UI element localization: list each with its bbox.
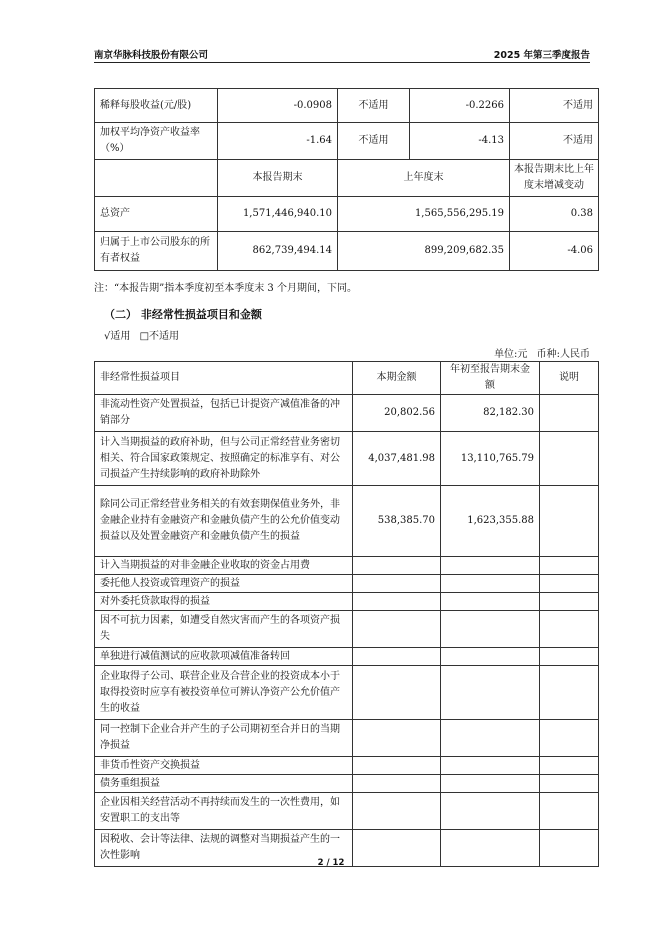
- table-row: [95, 648, 599, 666]
- table-row: [95, 395, 599, 432]
- item-label: 非货币性资产交换损益: [95, 757, 353, 775]
- table-row: [95, 197, 599, 232]
- cell-value: 不适用: [510, 89, 599, 123]
- header-divider: [94, 62, 590, 63]
- amount-cell: [353, 666, 441, 720]
- ytd-cell: 1,623,355.88: [441, 486, 540, 557]
- cell-value: -1.64: [218, 123, 338, 160]
- ytd-cell: [441, 757, 540, 775]
- ytd-cell: [441, 720, 540, 757]
- note-cell: [540, 775, 599, 793]
- note-cell: [540, 757, 599, 775]
- ytd-cell: [441, 666, 540, 720]
- note-cell: [540, 793, 599, 830]
- note-cell: [540, 666, 599, 720]
- table-row: [95, 775, 599, 793]
- table-row: [95, 432, 599, 486]
- cell-value: 不适用: [338, 123, 410, 160]
- column-header: 年初至报告期末金额: [441, 362, 540, 395]
- company-name: 南京华脉科技股份有限公司: [94, 50, 209, 61]
- item-label: 因不可抗力因素，如遭受自然灾害而产生的各项资产损失: [95, 611, 353, 648]
- column-header: 本报告期末: [218, 160, 338, 197]
- item-label: 对外委托贷款取得的损益: [95, 593, 353, 611]
- item-label: 债务重组损益: [95, 775, 353, 793]
- cell-value: 1,571,446,940.10: [218, 197, 338, 232]
- table-row: [95, 89, 599, 123]
- applicable-option: √适用: [104, 331, 131, 342]
- ytd-cell: [441, 775, 540, 793]
- footnote: 注：“本报告期”指本季度初至本季度末 3 个月期间，下同。: [94, 283, 357, 294]
- cell-value: -0.2266: [410, 89, 510, 123]
- cell-value: 0.38: [510, 197, 599, 232]
- cell-value: -0.0908: [218, 89, 338, 123]
- cell-value: -4.13: [410, 123, 510, 160]
- cell-value: 不适用: [338, 89, 410, 123]
- table-row: [95, 611, 599, 648]
- note-cell: [540, 395, 599, 432]
- note-cell: [540, 611, 599, 648]
- column-header: 本报告期末比上年度末增减变动: [510, 160, 599, 197]
- section-title: （二） 非经常性损益项目和金额: [104, 308, 262, 321]
- amount-cell: [353, 775, 441, 793]
- table-row: [95, 720, 599, 757]
- cell-value: 862,739,494.14: [218, 232, 338, 271]
- table-row: [95, 123, 599, 160]
- amount-cell: [353, 611, 441, 648]
- amount-cell: [353, 793, 441, 830]
- item-label: 企业取得子公司、联营企业及合营企业的投资成本小于取得投资时应享有被投资单位可辨认净资产公允价值产生的收益: [95, 666, 353, 720]
- ytd-cell: 82,182.30: [441, 395, 540, 432]
- cell-value: -4.06: [510, 232, 599, 271]
- row-label: 总资产: [95, 197, 218, 232]
- ytd-cell: [441, 593, 540, 611]
- financial-indicators-table: [94, 88, 599, 271]
- table-row: [95, 557, 599, 575]
- item-label: 单独进行减值测试的应收款项减值准备转回: [95, 648, 353, 666]
- cell-value: 不适用: [510, 123, 599, 160]
- amount-cell: 538,385.70: [353, 486, 441, 557]
- item-label: 非流动性资产处置损益，包括已计提资产减值准备的冲销部分: [95, 395, 353, 432]
- page-header: [94, 47, 590, 63]
- column-header: 本期金额: [353, 362, 441, 395]
- note-cell: [540, 432, 599, 486]
- amount-cell: [353, 648, 441, 666]
- ytd-cell: [441, 575, 540, 593]
- column-header: 上年度末: [338, 160, 510, 197]
- amount-cell: 4,037,481.98: [353, 432, 441, 486]
- note-cell: [540, 720, 599, 757]
- column-header: 非经常性损益项目: [95, 362, 353, 395]
- amount-cell: [353, 720, 441, 757]
- note-cell: [540, 593, 599, 611]
- ytd-cell: 13,110,765.79: [441, 432, 540, 486]
- ytd-cell: [441, 793, 540, 830]
- unit-label: 单位:元: [494, 349, 528, 360]
- table-row: [95, 757, 599, 775]
- amount-cell: [353, 593, 441, 611]
- note-cell: [540, 557, 599, 575]
- item-label: 委托他人投资或管理资产的损益: [95, 575, 353, 593]
- note-cell: [540, 648, 599, 666]
- ytd-cell: [441, 557, 540, 575]
- item-label: 除同公司正常经营业务相关的有效套期保值业务外，非金融企业持有金融资产和金融负债产生的公允价值变动损益以及处置金融资产和金融负债产生的损益: [95, 486, 353, 557]
- table-header-row: [95, 362, 599, 395]
- ytd-cell: [441, 611, 540, 648]
- amount-cell: [353, 757, 441, 775]
- row-label: 稀释每股收益(元/股): [95, 89, 218, 123]
- table-row: [95, 575, 599, 593]
- item-label: 同一控制下企业合并产生的子公司期初至合并日的当期净损益: [95, 720, 353, 757]
- cell-value: 899,209,682.35: [338, 232, 510, 271]
- table-row: [95, 793, 599, 830]
- not-applicable-option: □不适用: [139, 331, 180, 342]
- note-cell: [540, 575, 599, 593]
- ytd-cell: [441, 648, 540, 666]
- unit-line: [488, 345, 590, 360]
- item-label: 计入当期损益的政府补助，但与公司正常经营业务密切相关、符合国家政策规定、按照确定的标准享有、对公司损益产生持续影响的政府补助除外: [95, 432, 353, 486]
- row-label: 归属于上市公司股东的所有者权益: [95, 232, 218, 271]
- table-row: [95, 232, 599, 271]
- cell-value: 1,565,556,295.19: [338, 197, 510, 232]
- non-recurring-items-table: [94, 361, 599, 867]
- row-label: 加权平均净资产收益率（%）: [95, 123, 218, 160]
- item-label: 企业因相关经营活动不再持续而发生的一次性费用，如安置职工的支出等: [95, 793, 353, 830]
- report-title: 2025 年第三季度报告: [493, 50, 590, 61]
- currency-label: 币种:人民币: [536, 349, 590, 360]
- table-row: [95, 486, 599, 557]
- note-cell: [540, 486, 599, 557]
- item-label: 因税收、会计等法律、法规的调整对当期损益产生的一次性影响: [95, 830, 353, 867]
- amount-cell: [353, 575, 441, 593]
- applicability-options: [104, 327, 185, 342]
- amount-cell: 20,802.56: [353, 395, 441, 432]
- table-row: [95, 666, 599, 720]
- page-number: 2 / 12: [317, 858, 345, 868]
- table-row: [95, 593, 599, 611]
- table-subheader-row: [95, 160, 599, 197]
- item-label: 计入当期损益的对非金融企业收取的资金占用费: [95, 557, 353, 575]
- amount-cell: [353, 557, 441, 575]
- column-header: 说明: [540, 362, 599, 395]
